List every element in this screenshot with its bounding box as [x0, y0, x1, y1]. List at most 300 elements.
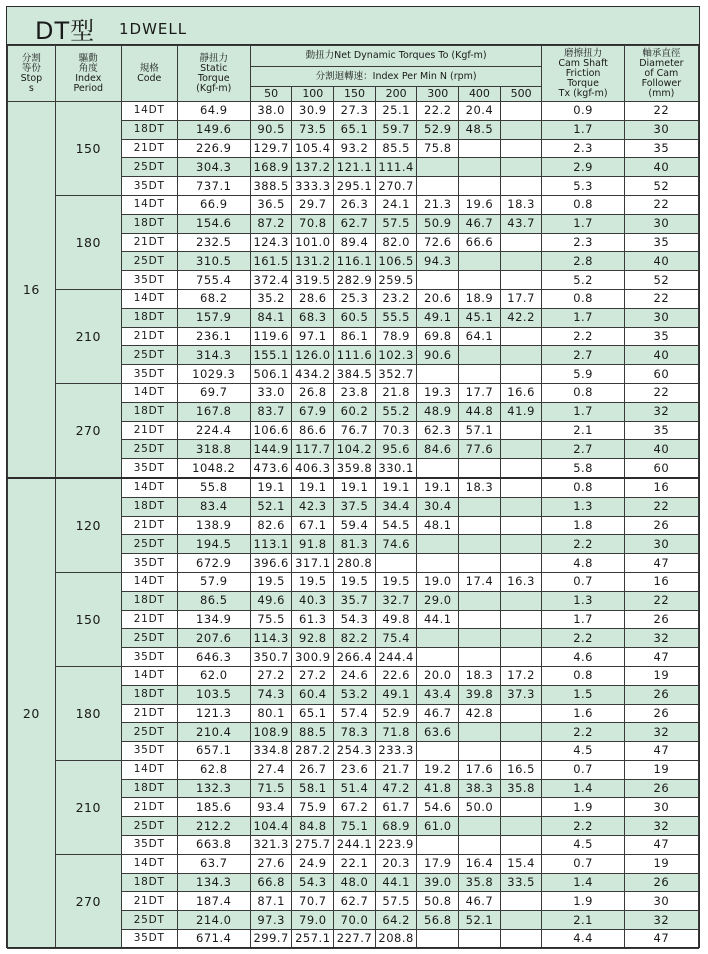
dynamic-torque-cell: 24.1 — [375, 195, 417, 214]
dynamic-torque-cell: 19.6 — [459, 195, 501, 214]
dynamic-torque-cell: 83.7 — [250, 402, 292, 421]
dynamic-torque-cell: 287.2 — [292, 742, 334, 761]
dynamic-torque-cell: 56.8 — [417, 911, 459, 930]
static-torque-cell: 663.8 — [177, 836, 250, 855]
follower-diameter-cell: 22 — [624, 497, 698, 516]
dynamic-torque-cell: 71.8 — [375, 723, 417, 742]
dynamic-torque-cell: 40.3 — [292, 591, 334, 610]
dynamic-torque-cell: 84.6 — [417, 440, 459, 459]
code-cell: 35DT — [121, 365, 177, 384]
code-cell: 18DT — [121, 214, 177, 233]
header-rpm: 300 — [417, 87, 459, 102]
dynamic-torque-cell: 75.9 — [292, 798, 334, 817]
dynamic-torque-cell: 65.1 — [292, 704, 334, 723]
code-cell: 35DT — [121, 177, 177, 196]
dynamic-torque-cell: 39.0 — [417, 873, 459, 892]
code-cell: 14DT — [121, 760, 177, 779]
dynamic-torque-cell: 36.5 — [250, 195, 292, 214]
dynamic-torque-cell: 63.6 — [417, 723, 459, 742]
dynamic-torque-cell: 86.6 — [292, 421, 334, 440]
cam-friction-cell: 4.5 — [542, 742, 624, 761]
dynamic-torque-cell: 37.5 — [334, 497, 376, 516]
cam-friction-cell: 0.7 — [542, 572, 624, 591]
follower-diameter-cell: 30 — [624, 798, 698, 817]
follower-diameter-cell: 52 — [624, 271, 698, 290]
dynamic-torque-cell: 39.8 — [459, 685, 501, 704]
cam-friction-cell: 0.8 — [542, 666, 624, 685]
dynamic-torque-cell: 299.7 — [250, 930, 292, 949]
dynamic-torque-cell: 18.9 — [459, 289, 501, 308]
code-cell: 21DT — [121, 610, 177, 629]
dynamic-torque-cell: 15.4 — [500, 854, 542, 873]
dynamic-torque-cell: 27.3 — [334, 102, 376, 121]
dynamic-torque-cell: 77.6 — [459, 440, 501, 459]
static-torque-cell: 318.8 — [177, 440, 250, 459]
dynamic-torque-cell: 51.4 — [334, 779, 376, 798]
code-cell: 18DT — [121, 308, 177, 327]
dynamic-torque-cell: 49.8 — [375, 610, 417, 629]
static-torque-cell: 57.9 — [177, 572, 250, 591]
dynamic-torque-cell: 52.9 — [417, 120, 459, 139]
code-cell: 18DT — [121, 685, 177, 704]
static-torque-cell: 154.6 — [177, 214, 250, 233]
dynamic-torque-cell: 113.1 — [250, 535, 292, 554]
dynamic-torque-cell: 21.3 — [417, 195, 459, 214]
cam-friction-cell: 2.3 — [542, 139, 624, 158]
dynamic-torque-cell: 19.5 — [250, 572, 292, 591]
follower-diameter-cell: 22 — [624, 383, 698, 402]
static-torque-cell: 226.9 — [177, 139, 250, 158]
dynamic-torque-cell: 23.8 — [334, 383, 376, 402]
code-cell: 14DT — [121, 102, 177, 121]
dynamic-torque-cell: 111.4 — [375, 158, 417, 177]
dynamic-torque-cell: 117.7 — [292, 440, 334, 459]
cam-friction-cell: 2.2 — [542, 723, 624, 742]
cam-friction-cell: 2.3 — [542, 233, 624, 252]
dynamic-torque-cell: 50.9 — [417, 214, 459, 233]
dynamic-torque-cell: 105.4 — [292, 139, 334, 158]
dynamic-torque-cell: 85.5 — [375, 139, 417, 158]
static-torque-cell: 62.8 — [177, 760, 250, 779]
dynamic-torque-cell: 319.5 — [292, 271, 334, 290]
follower-diameter-cell: 22 — [624, 591, 698, 610]
dynamic-torque-cell: 47.2 — [375, 779, 417, 798]
follower-diameter-cell: 32 — [624, 817, 698, 836]
cam-friction-cell: 2.7 — [542, 346, 624, 365]
cam-friction-cell: 1.5 — [542, 685, 624, 704]
static-torque-cell: 134.3 — [177, 873, 250, 892]
dynamic-torque-cell: 58.1 — [292, 779, 334, 798]
dynamic-torque-cell: 46.7 — [459, 892, 501, 911]
dynamic-torque-cell: 102.3 — [375, 346, 417, 365]
dynamic-torque-cell: 20.0 — [417, 666, 459, 685]
dynamic-torque-cell: 82.0 — [375, 233, 417, 252]
code-cell: 35DT — [121, 648, 177, 667]
static-torque-cell: 671.4 — [177, 930, 250, 949]
dynamic-torque-cell: 19.0 — [417, 572, 459, 591]
dynamic-torque-cell: 76.7 — [334, 421, 376, 440]
static-torque-cell: 138.9 — [177, 516, 250, 535]
follower-diameter-cell: 26 — [624, 779, 698, 798]
code-cell: 21DT — [121, 704, 177, 723]
dynamic-torque-cell: 55.5 — [375, 308, 417, 327]
dynamic-torque-cell: 89.4 — [334, 233, 376, 252]
period-cell: 150 — [55, 572, 121, 666]
dynamic-torque-cell: 35.8 — [500, 779, 542, 798]
dynamic-torque-cell: 350.7 — [250, 648, 292, 667]
cam-friction-cell: 0.7 — [542, 854, 624, 873]
dynamic-torque-cell: 70.3 — [375, 421, 417, 440]
dynamic-torque-cell: 59.7 — [375, 120, 417, 139]
follower-diameter-cell: 47 — [624, 554, 698, 573]
dynamic-torque-cell: 60.5 — [334, 308, 376, 327]
dynamic-torque-cell: 61.7 — [375, 798, 417, 817]
dynamic-torque-cell: 49.1 — [417, 308, 459, 327]
header-static-text: 靜扭力 Static Torque (Kgf-m) — [196, 52, 232, 94]
dynamic-torque-cell: 57.4 — [334, 704, 376, 723]
dynamic-torque-cell: 80.1 — [250, 704, 292, 723]
period-cell: 150 — [55, 102, 121, 196]
dynamic-torque-cell: 60.2 — [334, 402, 376, 421]
static-torque-cell: 69.7 — [177, 383, 250, 402]
dynamic-torque-cell: 161.5 — [250, 252, 292, 271]
follower-diameter-cell: 26 — [624, 516, 698, 535]
dynamic-torque-cell: 108.9 — [250, 723, 292, 742]
dynamic-torque-cell: 21.8 — [375, 383, 417, 402]
dynamic-torque-cell: 396.6 — [250, 554, 292, 573]
code-cell: 25DT — [121, 535, 177, 554]
header-rpm: 200 — [375, 87, 417, 102]
cam-friction-cell: 0.8 — [542, 195, 624, 214]
stops-cell: 16 — [8, 102, 56, 478]
dynamic-torque-cell: 62.7 — [334, 214, 376, 233]
dynamic-torque-cell: 32.7 — [375, 591, 417, 610]
dynamic-torque-cell: 384.5 — [334, 365, 376, 384]
period-cell: 210 — [55, 289, 121, 383]
cam-friction-cell: 2.2 — [542, 327, 624, 346]
code-cell: 18DT — [121, 497, 177, 516]
period-cell: 120 — [55, 478, 121, 572]
code-cell: 21DT — [121, 798, 177, 817]
dynamic-torque-cell: 19.5 — [334, 572, 376, 591]
dynamic-torque-cell: 266.4 — [334, 648, 376, 667]
dynamic-torque-cell: 20.6 — [417, 289, 459, 308]
cam-friction-cell: 4.8 — [542, 554, 624, 573]
follower-diameter-cell: 26 — [624, 685, 698, 704]
dynamic-torque-cell: 42.3 — [292, 497, 334, 516]
dynamic-torque-cell: 17.6 — [459, 760, 501, 779]
dynamic-torque-cell: 33.5 — [500, 873, 542, 892]
dynamic-torque-cell: 70.0 — [334, 911, 376, 930]
dynamic-torque-cell: 62.3 — [417, 421, 459, 440]
dynamic-torque-cell: 280.8 — [334, 554, 376, 573]
static-torque-cell: 214.0 — [177, 911, 250, 930]
cam-friction-cell: 5.3 — [542, 177, 624, 196]
follower-diameter-cell: 19 — [624, 854, 698, 873]
dynamic-torque-cell: 334.8 — [250, 742, 292, 761]
dynamic-torque-cell: 27.6 — [250, 854, 292, 873]
dynamic-torque-cell: 90.5 — [250, 120, 292, 139]
dynamic-torque-cell: 50.0 — [459, 798, 501, 817]
static-torque-cell: 86.5 — [177, 591, 250, 610]
cam-friction-cell: 1.4 — [542, 873, 624, 892]
dynamic-torque-cell: 70.8 — [292, 214, 334, 233]
dynamic-torque-cell: 244.4 — [375, 648, 417, 667]
dynamic-torque-cell: 27.4 — [250, 760, 292, 779]
dynamic-torque-cell: 97.3 — [250, 911, 292, 930]
static-torque-cell: 1029.3 — [177, 365, 250, 384]
dynamic-torque-cell: 129.7 — [250, 139, 292, 158]
dynamic-torque-cell: 155.1 — [250, 346, 292, 365]
dynamic-torque-cell: 101.0 — [292, 233, 334, 252]
dynamic-torque-cell: 20.4 — [459, 102, 501, 121]
dynamic-torque-cell: 45.1 — [459, 308, 501, 327]
dynamic-torque-cell: 330.1 — [375, 459, 417, 478]
cam-friction-cell: 2.2 — [542, 535, 624, 554]
dynamic-torque-cell: 75.1 — [334, 817, 376, 836]
dynamic-torque-cell: 16.5 — [500, 760, 542, 779]
static-torque-cell: 134.9 — [177, 610, 250, 629]
static-torque-cell: 310.5 — [177, 252, 250, 271]
header-dia-text: 軸承直徑 Diameter of Cam Follower (mm) — [639, 47, 684, 99]
dynamic-torque-cell: 74.6 — [375, 535, 417, 554]
dynamic-torque-cell: 48.1 — [417, 516, 459, 535]
dynamic-torque-cell: 93.2 — [334, 139, 376, 158]
dynamic-torque-cell: 317.1 — [292, 554, 334, 573]
dynamic-torque-cell: 57.5 — [375, 214, 417, 233]
follower-diameter-cell: 32 — [624, 911, 698, 930]
cam-friction-cell: 1.7 — [542, 610, 624, 629]
static-torque-cell: 646.3 — [177, 648, 250, 667]
static-torque-cell: 149.6 — [177, 120, 250, 139]
cam-friction-cell: 5.9 — [542, 365, 624, 384]
dynamic-torque-cell: 18.3 — [459, 666, 501, 685]
dynamic-torque-cell: 131.2 — [292, 252, 334, 271]
header-rpm: 400 — [459, 87, 501, 102]
dynamic-torque-cell: 121.1 — [334, 158, 376, 177]
dynamic-torque-cell: 104.4 — [250, 817, 292, 836]
dynamic-torque-cell: 144.9 — [250, 440, 292, 459]
follower-diameter-cell: 32 — [624, 629, 698, 648]
code-cell: 14DT — [121, 383, 177, 402]
dynamic-torque-cell: 227.7 — [334, 930, 376, 949]
follower-diameter-cell: 40 — [624, 440, 698, 459]
cam-friction-cell: 1.7 — [542, 120, 624, 139]
dynamic-torque-cell: 48.5 — [459, 120, 501, 139]
cam-friction-cell: 1.7 — [542, 214, 624, 233]
follower-diameter-cell: 19 — [624, 666, 698, 685]
dynamic-torque-cell: 19.1 — [250, 478, 292, 497]
static-torque-cell: 657.1 — [177, 742, 250, 761]
cam-friction-cell: 1.7 — [542, 308, 624, 327]
dynamic-torque-cell: 44.1 — [417, 610, 459, 629]
dynamic-torque-cell: 29.0 — [417, 591, 459, 610]
cam-friction-cell: 1.9 — [542, 892, 624, 911]
follower-diameter-cell: 60 — [624, 459, 698, 478]
dynamic-torque-cell: 27.2 — [250, 666, 292, 685]
dynamic-torque-cell: 70.7 — [292, 892, 334, 911]
header-dynamic: 動扭力Net Dynamic Torques To (Kgf-m) — [250, 46, 542, 67]
static-torque-cell: 194.5 — [177, 535, 250, 554]
follower-diameter-cell: 47 — [624, 742, 698, 761]
header-rpm: 100 — [292, 87, 334, 102]
code-cell: 14DT — [121, 572, 177, 591]
static-torque-cell: 103.5 — [177, 685, 250, 704]
static-torque-cell: 232.5 — [177, 233, 250, 252]
dynamic-torque-cell: 54.3 — [334, 610, 376, 629]
dynamic-torque-cell: 473.6 — [250, 459, 292, 478]
dynamic-torque-cell: 91.8 — [292, 535, 334, 554]
follower-diameter-cell: 22 — [624, 195, 698, 214]
dynamic-torque-cell: 37.3 — [500, 685, 542, 704]
static-torque-cell: 121.3 — [177, 704, 250, 723]
static-torque-cell: 314.3 — [177, 346, 250, 365]
code-cell: 25DT — [121, 440, 177, 459]
dynamic-torque-cell: 137.2 — [292, 158, 334, 177]
cam-friction-cell: 4.5 — [542, 836, 624, 855]
dynamic-torque-cell: 33.0 — [250, 383, 292, 402]
code-cell: 35DT — [121, 554, 177, 573]
dynamic-torque-cell: 87.1 — [250, 892, 292, 911]
dynamic-torque-cell: 22.1 — [334, 854, 376, 873]
page-subtitle: 1DWELL — [119, 20, 188, 38]
cam-friction-cell: 2.2 — [542, 817, 624, 836]
cam-friction-cell: 4.4 — [542, 930, 624, 949]
static-torque-cell: 304.3 — [177, 158, 250, 177]
code-cell: 25DT — [121, 629, 177, 648]
dynamic-torque-cell: 67.2 — [334, 798, 376, 817]
period-cell: 210 — [55, 760, 121, 854]
dynamic-torque-cell: 22.2 — [417, 102, 459, 121]
cam-friction-cell: 2.2 — [542, 629, 624, 648]
follower-diameter-cell: 16 — [624, 478, 698, 497]
header-stops-text: 分割 等份 Stop s — [20, 52, 43, 94]
dynamic-torque-cell: 75.8 — [417, 139, 459, 158]
code-cell: 21DT — [121, 421, 177, 440]
cam-friction-cell: 1.4 — [542, 779, 624, 798]
static-torque-cell: 224.4 — [177, 421, 250, 440]
dynamic-torque-cell: 92.8 — [292, 629, 334, 648]
cam-friction-cell: 2.9 — [542, 158, 624, 177]
dynamic-torque-cell: 65.1 — [334, 120, 376, 139]
dynamic-torque-cell: 75.5 — [250, 610, 292, 629]
header-index-speed: 分割迴轉速：Index Per Min N (rpm) — [250, 67, 542, 87]
follower-diameter-cell: 32 — [624, 723, 698, 742]
static-torque-cell: 1048.2 — [177, 459, 250, 478]
header-cam-text: 磨擦扭力 Cam Shaft Friction Torque Tx (kgf-m) — [558, 47, 608, 99]
code-cell: 25DT — [121, 911, 177, 930]
follower-diameter-cell: 60 — [624, 365, 698, 384]
follower-diameter-cell: 52 — [624, 177, 698, 196]
dynamic-torque-cell: 43.7 — [500, 214, 542, 233]
dynamic-torque-cell: 48.9 — [417, 402, 459, 421]
dynamic-torque-cell: 21.7 — [375, 760, 417, 779]
dynamic-torque-cell: 42.2 — [500, 308, 542, 327]
dynamic-torque-cell: 54.6 — [417, 798, 459, 817]
code-cell: 18DT — [121, 779, 177, 798]
dynamic-torque-cell: 244.1 — [334, 836, 376, 855]
code-cell: 18DT — [121, 402, 177, 421]
dynamic-torque-cell: 95.6 — [375, 440, 417, 459]
code-cell: 35DT — [121, 930, 177, 949]
dynamic-torque-cell: 97.1 — [292, 327, 334, 346]
dynamic-torque-cell: 25.3 — [334, 289, 376, 308]
dynamic-torque-cell: 26.8 — [292, 383, 334, 402]
dynamic-torque-cell: 88.5 — [292, 723, 334, 742]
code-cell: 14DT — [121, 289, 177, 308]
static-torque-cell: 68.2 — [177, 289, 250, 308]
code-cell: 25DT — [121, 817, 177, 836]
static-torque-cell: 212.2 — [177, 817, 250, 836]
static-torque-cell: 83.4 — [177, 497, 250, 516]
dynamic-torque-cell: 275.7 — [292, 836, 334, 855]
dynamic-torque-cell: 20.3 — [375, 854, 417, 873]
dynamic-torque-cell: 16.4 — [459, 854, 501, 873]
cam-friction-cell: 0.8 — [542, 289, 624, 308]
follower-diameter-cell: 47 — [624, 648, 698, 667]
dynamic-torque-cell: 17.2 — [500, 666, 542, 685]
dynamic-torque-cell: 208.8 — [375, 930, 417, 949]
dynamic-torque-cell: 62.7 — [334, 892, 376, 911]
dynamic-torque-cell: 57.5 — [375, 892, 417, 911]
static-torque-cell: 755.4 — [177, 271, 250, 290]
static-torque-cell: 132.3 — [177, 779, 250, 798]
dynamic-torque-cell: 19.1 — [375, 478, 417, 497]
dynamic-torque-cell: 84.1 — [250, 308, 292, 327]
dynamic-torque-cell: 64.2 — [375, 911, 417, 930]
static-torque-cell: 185.6 — [177, 798, 250, 817]
dynamic-torque-cell: 352.7 — [375, 365, 417, 384]
static-torque-cell: 207.6 — [177, 629, 250, 648]
dynamic-torque-cell: 49.1 — [375, 685, 417, 704]
dynamic-torque-cell: 72.6 — [417, 233, 459, 252]
follower-diameter-cell: 30 — [624, 214, 698, 233]
code-cell: 21DT — [121, 139, 177, 158]
dynamic-torque-cell: 168.9 — [250, 158, 292, 177]
dynamic-torque-cell: 19.2 — [417, 760, 459, 779]
follower-diameter-cell: 35 — [624, 233, 698, 252]
dynamic-torque-cell: 34.4 — [375, 497, 417, 516]
static-torque-cell: 672.9 — [177, 554, 250, 573]
code-cell: 18DT — [121, 873, 177, 892]
dynamic-torque-cell: 44.8 — [459, 402, 501, 421]
follower-diameter-cell: 40 — [624, 252, 698, 271]
dynamic-torque-cell: 54.3 — [292, 873, 334, 892]
static-torque-cell: 167.8 — [177, 402, 250, 421]
dynamic-torque-cell: 87.2 — [250, 214, 292, 233]
dynamic-torque-cell: 29.7 — [292, 195, 334, 214]
header-period-text: 驅動 角度 Index Period — [73, 52, 104, 94]
dynamic-torque-cell: 44.1 — [375, 873, 417, 892]
table-frame — [6, 6, 700, 948]
dynamic-torque-cell: 66.6 — [459, 233, 501, 252]
dynamic-torque-cell: 23.2 — [375, 289, 417, 308]
code-cell: 35DT — [121, 742, 177, 761]
follower-diameter-cell: 40 — [624, 346, 698, 365]
cam-friction-cell: 0.7 — [542, 760, 624, 779]
dynamic-torque-cell: 270.7 — [375, 177, 417, 196]
dynamic-torque-cell: 111.6 — [334, 346, 376, 365]
cam-friction-cell: 4.6 — [542, 648, 624, 667]
cam-friction-cell: 1.9 — [542, 798, 624, 817]
period-cell: 270 — [55, 854, 121, 948]
follower-diameter-cell: 35 — [624, 327, 698, 346]
static-torque-cell: 55.8 — [177, 478, 250, 497]
follower-diameter-cell: 22 — [624, 102, 698, 121]
code-cell: 14DT — [121, 478, 177, 497]
code-cell: 14DT — [121, 854, 177, 873]
code-cell: 25DT — [121, 346, 177, 365]
